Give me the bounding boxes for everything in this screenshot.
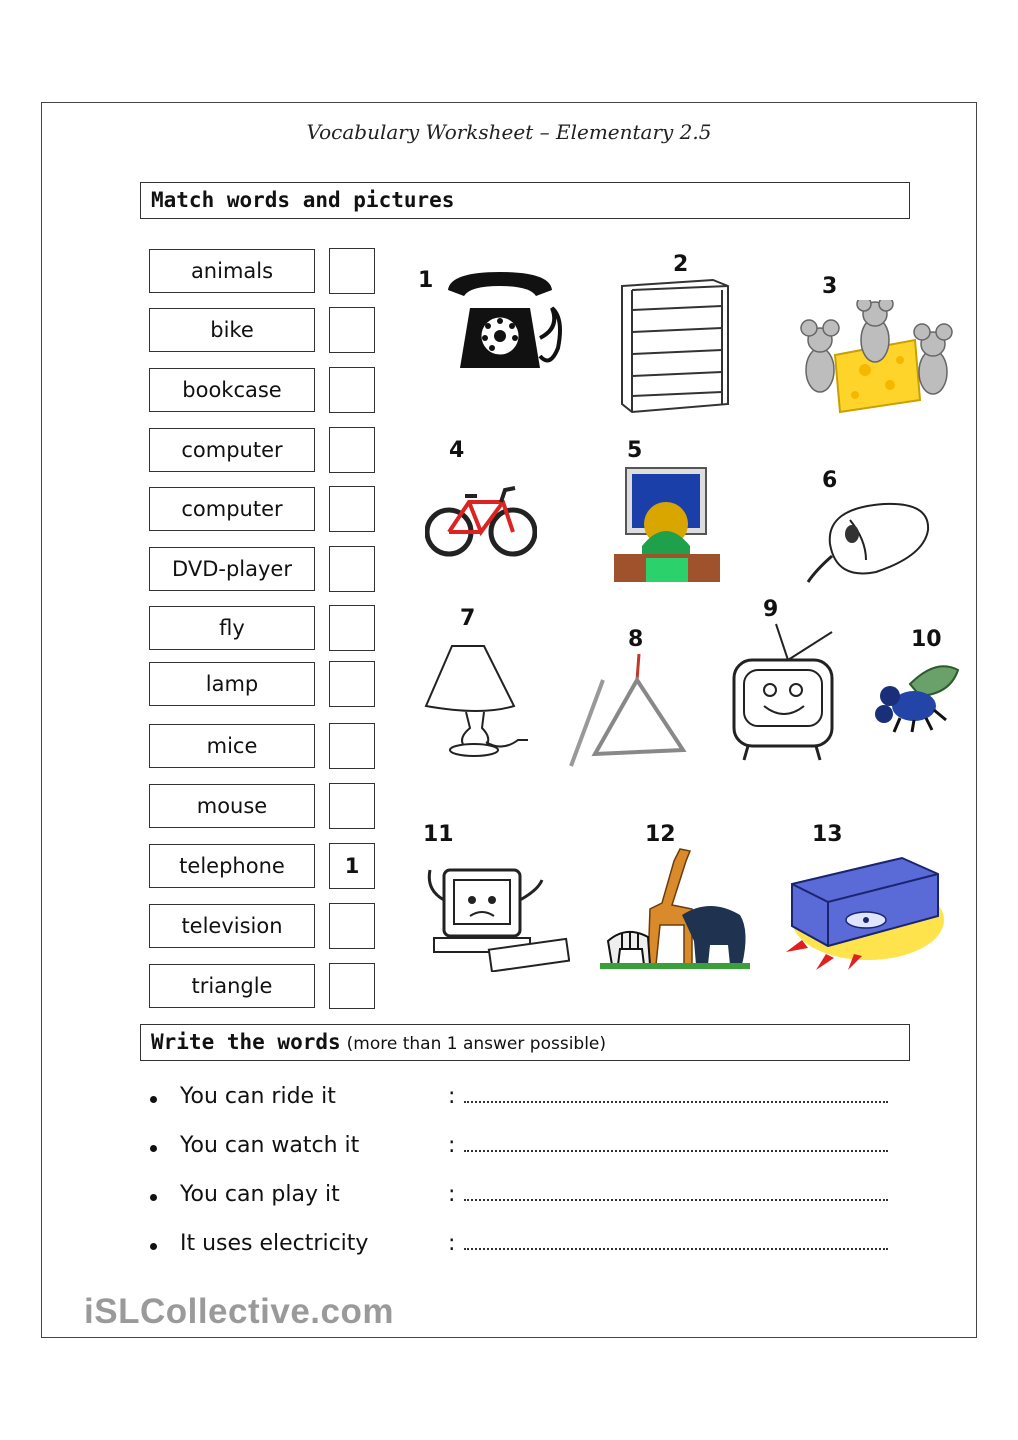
- brand-logo: iSLCollective.com: [84, 1292, 394, 1331]
- word-box-animals: animals: [149, 249, 315, 293]
- bullet-icon: [150, 1243, 157, 1250]
- animals-picture: [600, 845, 750, 970]
- picture-number: 12: [645, 822, 676, 847]
- answer-box[interactable]: [329, 427, 375, 473]
- prompt-row: [150, 1084, 895, 1116]
- answer-box[interactable]: [329, 963, 375, 1009]
- fly-picture: [870, 660, 962, 734]
- word-box-television: television: [149, 904, 315, 948]
- bike-picture: [425, 478, 537, 560]
- picture-number: 3: [822, 274, 838, 299]
- picture-number: 10: [911, 627, 942, 652]
- answer-box[interactable]: [329, 605, 375, 651]
- answer-box[interactable]: [329, 486, 375, 532]
- section-note: (more than 1 answer possible): [346, 1034, 607, 1054]
- computer-kid-picture: [612, 466, 722, 584]
- colon: :: [448, 1133, 456, 1158]
- television-picture: [728, 620, 843, 762]
- bookcase-picture: [618, 276, 733, 416]
- picture-number: 11: [423, 822, 454, 847]
- section-heading: Write the words: [151, 1030, 341, 1054]
- prompt-row: [150, 1133, 895, 1165]
- answer-box[interactable]: [329, 367, 375, 413]
- picture-number: 8: [628, 627, 644, 652]
- answer-box-telephone[interactable]: 1: [329, 843, 375, 889]
- word-box-bookcase: bookcase: [149, 368, 315, 412]
- picture-number: 5: [627, 438, 643, 463]
- prompt-text: You can play it: [180, 1182, 340, 1207]
- word-box-computer-2: computer: [149, 487, 315, 531]
- answer-box[interactable]: [329, 783, 375, 829]
- picture-number: 7: [460, 606, 476, 631]
- picture-number: 6: [822, 468, 838, 493]
- picture-number: 1: [418, 268, 434, 293]
- worksheet-title: Vocabulary Worksheet – Elementary 2.5: [306, 120, 712, 144]
- answer-box[interactable]: [329, 307, 375, 353]
- prompt-row: [150, 1231, 895, 1263]
- word-box-mice: mice: [149, 724, 315, 768]
- colon: :: [448, 1182, 456, 1207]
- dvd-player-picture: [782, 854, 944, 972]
- word-box-telephone: telephone: [149, 844, 315, 888]
- colon: :: [448, 1231, 456, 1256]
- answer-box[interactable]: [329, 723, 375, 769]
- answer-box[interactable]: [329, 661, 375, 707]
- colon: :: [448, 1084, 456, 1109]
- prompt-text: You can ride it: [180, 1084, 336, 1109]
- answer-box[interactable]: [329, 248, 375, 294]
- telephone-picture: [440, 268, 565, 378]
- answer-box[interactable]: [329, 546, 375, 592]
- word-box-fly: fly: [149, 606, 315, 650]
- word-box-computer-1: computer: [149, 428, 315, 472]
- mice-picture: [795, 300, 955, 420]
- bullet-icon: [150, 1145, 157, 1152]
- word-box-mouse: mouse: [149, 784, 315, 828]
- answer-line[interactable]: [464, 1101, 888, 1103]
- picture-number: 4: [449, 438, 465, 463]
- picture-number: 13: [812, 822, 843, 847]
- prompt-row: [150, 1182, 895, 1214]
- picture-number: 9: [763, 597, 779, 622]
- answer-line[interactable]: [464, 1199, 888, 1201]
- lamp-picture: [422, 642, 537, 760]
- picture-number: 2: [673, 252, 689, 277]
- section-heading: Match words and pictures: [151, 188, 455, 212]
- prompt-text: It uses electricity: [180, 1231, 369, 1256]
- computer-cartoon-picture: [420, 860, 570, 972]
- answer-line[interactable]: [464, 1150, 888, 1152]
- mouse-picture: [806, 500, 932, 584]
- word-box-bike: bike: [149, 308, 315, 352]
- triangle-picture: [567, 650, 687, 770]
- section-header-match: [140, 182, 910, 219]
- word-box-triangle: triangle: [149, 964, 315, 1008]
- word-box-dvd-player: DVD-player: [149, 547, 315, 591]
- bullet-icon: [150, 1096, 157, 1103]
- prompt-text: You can watch it: [180, 1133, 360, 1158]
- bullet-icon: [150, 1194, 157, 1201]
- answer-line[interactable]: [464, 1248, 888, 1250]
- section-header-write: [140, 1024, 910, 1061]
- word-box-lamp: lamp: [149, 662, 315, 706]
- answer-box[interactable]: [329, 903, 375, 949]
